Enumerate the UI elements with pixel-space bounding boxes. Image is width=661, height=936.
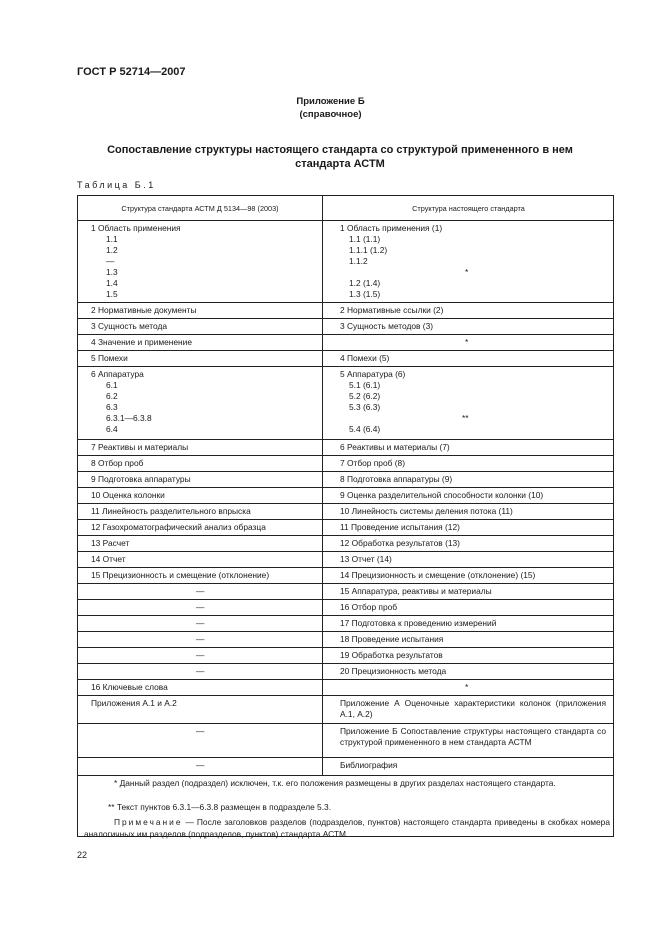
left-cell-text: 1.3 — [106, 267, 118, 277]
left-cell-text: 1 Область применения — [91, 223, 181, 233]
row-divider — [78, 535, 613, 536]
left-cell-text: — — [196, 586, 205, 596]
row-divider — [78, 775, 613, 776]
title-line-2: стандарта АСТМ — [295, 158, 385, 170]
header-left: Структура стандарта АСТМ Д 5134—98 (2003) — [121, 204, 279, 213]
left-cell-text: 10 Оценка колонки — [91, 490, 165, 500]
left-cell-text: — — [196, 618, 205, 628]
right-cell-text: 17 Подготовка к проведению измерений — [340, 618, 497, 628]
left-cell-text: 12 Газохроматографический анализ образца — [91, 522, 266, 532]
row-divider — [78, 439, 613, 440]
row-divider — [78, 615, 613, 616]
row-divider — [78, 350, 613, 351]
left-cell-text: — — [196, 760, 205, 770]
document-header: ГОСТ Р 52714—2007 — [77, 66, 186, 78]
header-right: Структура настоящего стандарта — [412, 204, 525, 213]
row-divider — [78, 631, 613, 632]
left-cell-text: 1.2 — [106, 245, 118, 255]
row-divider — [78, 695, 613, 696]
left-cell-text: 16 Ключевые слова — [91, 682, 168, 692]
row-divider — [78, 302, 613, 303]
left-cell-text: 4 Значение и применение — [91, 337, 192, 347]
appendix-type: (справочное) — [299, 109, 362, 120]
left-cell-text: 1.4 — [106, 278, 118, 288]
right-cell-text: 5.1 (6.1) — [349, 380, 381, 390]
left-cell-text: — — [196, 666, 205, 676]
right-cell-text: 13 Отчет (14) — [340, 554, 392, 564]
footnote-2: ** Текст пунктов 6.3.1—6.3.8 размещен в подразделе 5.3. — [108, 802, 332, 812]
right-cell-text: 8 Подготовка аппаратуры (9) — [340, 474, 453, 484]
row-divider — [78, 503, 613, 504]
right-cell-text: * — [465, 267, 469, 277]
right-cell-text: 9 Оценка разделительной способности колонки (10) — [340, 490, 544, 500]
right-cell-text: Библиография — [340, 760, 398, 770]
left-cell-text: 3 Сущность метода — [91, 321, 168, 331]
left-cell-text: 5 Помехи — [91, 353, 128, 363]
document-title — [95, 143, 585, 171]
right-cell-text: 2 Нормативные ссылки (2) — [340, 305, 444, 315]
right-cell-text: 16 Отбор проб — [340, 602, 398, 612]
right-cell-text: 1.2 (1.4) — [349, 278, 381, 288]
left-cell-text: 11 Линейность разделительного впрыска — [91, 506, 251, 516]
page-number: 22 — [77, 850, 88, 860]
right-cell-text: 1 Область применения (1) — [340, 223, 443, 233]
row-divider — [78, 455, 613, 456]
footnote-1: * Данный раздел (подраздел) исключен, т.к. его положения размещены в других разделах настоящего стандарта. — [114, 778, 556, 788]
left-cell-text: 1.1 — [106, 234, 118, 244]
row-divider — [78, 599, 613, 600]
right-cell-text: 14 Прецизионность и смещение (отклонение) (15) — [340, 570, 536, 580]
left-cell-text: 8 Отбор проб — [91, 458, 144, 468]
left-cell-text: 6.3 — [106, 402, 118, 412]
left-cell-text: 6.3.1—6.3.8 — [106, 413, 152, 423]
right-cell-text: * — [465, 337, 469, 347]
left-cell-text: — — [106, 256, 115, 266]
table-caption: Таблица Б.1 — [77, 180, 156, 190]
left-cell-text: 6.1 — [106, 380, 118, 390]
left-cell-text: — — [196, 726, 205, 736]
right-cell-text: 5.4 (6.4) — [349, 424, 381, 434]
right-cell-text: 7 Отбор проб (8) — [340, 458, 405, 468]
row-divider — [78, 366, 613, 367]
comparison-table — [77, 195, 614, 837]
right-cell-text: 20 Прецизионность метода — [340, 666, 447, 676]
right-cell-text: 1.1.2 — [349, 256, 368, 266]
right-cell-text: * — [465, 682, 469, 692]
row-divider — [78, 583, 613, 584]
right-cell-text: 12 Обработка результатов (13) — [340, 538, 460, 548]
right-cell-text: 6 Реактивы и материалы (7) — [340, 442, 450, 452]
left-cell-text: — — [196, 602, 205, 612]
left-cell-text: 15 Прецизионность и смещение (отклонение) — [91, 570, 270, 580]
row-divider — [78, 647, 613, 648]
title-line-1: Сопоставление структуры настоящего стандарта со структурой примененного в нем — [107, 144, 573, 156]
left-cell-text: 6.4 — [106, 424, 118, 434]
right-cell-text: 4 Помехи (5) — [340, 353, 390, 363]
table-note — [84, 816, 610, 840]
left-cell-text: 9 Подготовка аппаратуры — [91, 474, 191, 484]
row-divider — [78, 487, 613, 488]
row-divider — [78, 220, 613, 221]
right-cell-text: 11 Проведение испытания (12) — [340, 522, 460, 532]
row-divider — [78, 567, 613, 568]
note-text: — После заголовков разделов (подразделов, пунктов) настоящего стандарта приведены в скобках номера аналогичных им разделов (подразделов, пунктов) стандарта АСТМ. — [84, 817, 610, 839]
row-divider — [78, 663, 613, 664]
right-cell-text: Приложение А Оценочные характеристики колонок (приложения А.1, А.2) — [340, 698, 606, 719]
right-cell-text: Приложение Б Сопоставление структуры настоящего стандарта со структурой примененного в нем стандарта АСТМ — [340, 726, 606, 747]
left-cell-text: 6.2 — [106, 391, 118, 401]
right-cell-text: 3 Сущность методов (3) — [340, 321, 434, 331]
left-cell-text: 6 Аппаратура — [91, 369, 144, 379]
left-cell-text: 2 Нормативные документы — [91, 305, 197, 315]
row-divider — [78, 757, 613, 758]
right-cell-text: ** — [462, 413, 469, 423]
left-cell-text: Приложения А.1 и А.2 — [91, 698, 177, 708]
row-divider — [78, 318, 613, 319]
appendix-title: Приложение Б — [296, 96, 365, 107]
note-label: Примечание — [114, 817, 183, 827]
right-cell-text: 1.1 (1.1) — [349, 234, 381, 244]
right-cell-text: 18 Проведение испытания — [340, 634, 444, 644]
left-cell-text: 7 Реактивы и материалы — [91, 442, 189, 452]
left-cell-text: 1.5 — [106, 289, 118, 299]
right-cell-text: 15 Аппаратура, реактивы и материалы — [340, 586, 492, 596]
right-cell-text: 5.3 (6.3) — [349, 402, 381, 412]
left-cell-text: 14 Отчет — [91, 554, 126, 564]
right-cell-text: 1.3 (1.5) — [349, 289, 381, 299]
right-cell-text: 10 Линейность системы деления потока (11) — [340, 506, 513, 516]
row-divider — [78, 551, 613, 552]
row-divider — [78, 723, 613, 724]
row-divider — [78, 679, 613, 680]
row-divider — [78, 471, 613, 472]
row-divider — [78, 334, 613, 335]
left-cell-text: — — [196, 650, 205, 660]
right-cell-text: 1.1.1 (1.2) — [349, 245, 388, 255]
row-divider — [78, 519, 613, 520]
right-cell-text: 19 Обработка результатов — [340, 650, 443, 660]
right-cell-text: 5.2 (6.2) — [349, 391, 381, 401]
column-divider — [322, 196, 323, 775]
right-cell-text: 5 Аппаратура (6) — [340, 369, 406, 379]
left-cell-text: 13 Расчет — [91, 538, 130, 548]
left-cell-text: — — [196, 634, 205, 644]
